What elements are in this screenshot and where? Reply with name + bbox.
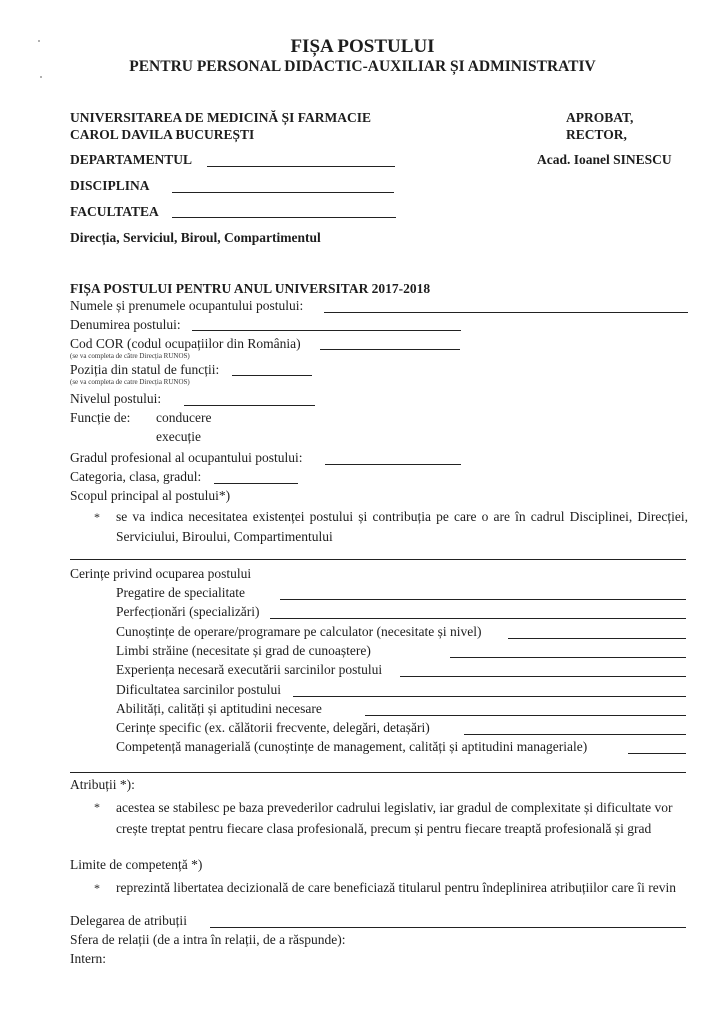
requirement-field[interactable] <box>280 599 686 600</box>
post-name-label: Denumirea postului: <box>70 317 181 332</box>
position-label: Poziția din statul de funcții: <box>70 362 220 377</box>
requirement-item: Cerințe specific (ex. călătorii frecvente, delegări, detașări) <box>116 720 430 735</box>
requirement-field[interactable] <box>293 696 686 697</box>
requirement-item: Competență managerială (cunoștințe de management, calități și aptitudini manageriale) <box>116 739 588 754</box>
requirement-item: Dificultatea sarcinilor postului <box>116 682 281 697</box>
requirement-field[interactable] <box>508 638 686 639</box>
rector-label: RECTOR, <box>566 127 627 142</box>
requirement-item: Experiența necesară executării sarcinilor postului <box>116 662 383 677</box>
post-name-field[interactable] <box>192 330 461 331</box>
university-name-line2: CAROL DAVILA BUCUREȘTI <box>70 127 255 142</box>
requirement-field[interactable] <box>270 618 686 619</box>
document-title: FIȘA POSTULUI <box>290 36 435 57</box>
requirement-field[interactable] <box>365 715 686 716</box>
requirement-item: Abilități, calități și aptitudini necesare <box>116 701 322 716</box>
university-name-line1: UNIVERSITAREA DE MEDICINĂ ȘI FARMACIE <box>70 110 372 125</box>
bullet-marker: * <box>94 800 100 814</box>
requirement-item: Pregatire de specialitate <box>116 585 245 600</box>
competence-limits-heading: Limite de competență *) <box>70 857 203 872</box>
requirement-item: Cunoștințe de operare/programare pe calculator (necesitate și nivel) <box>116 624 482 639</box>
level-field[interactable] <box>184 405 315 406</box>
professional-grade-field[interactable] <box>325 464 461 465</box>
requirements-extra-field[interactable] <box>70 772 686 773</box>
discipline-label: DISCIPLINA <box>70 178 150 193</box>
requirement-field[interactable] <box>464 734 686 735</box>
requirements-heading: Cerințe privind ocuparea postului <box>70 566 252 581</box>
requirement-field[interactable] <box>628 753 686 754</box>
rector-name: Acad. Ioanel SINESCU <box>537 152 672 167</box>
internal-label: Intern: <box>70 951 106 966</box>
professional-grade-label: Gradul profesional al ocupantului postului: <box>70 450 303 465</box>
requirement-item: Limbi străine (necesitate și grad de cunoaștere) <box>116 643 371 658</box>
duties-heading: Atribuții *): <box>70 777 135 792</box>
cor-code-field[interactable] <box>320 349 460 350</box>
scan-speck <box>40 76 42 78</box>
cor-code-label: Cod COR (codul ocupațiilor din România) <box>70 336 301 351</box>
bullet-marker: * <box>94 510 100 524</box>
occupant-name-field[interactable] <box>324 312 688 313</box>
main-purpose-label: Scopul principal al postului*) <box>70 488 231 503</box>
category-label: Categoria, clasa, gradul: <box>70 469 202 484</box>
function-execution-option[interactable]: execuție <box>156 429 201 444</box>
level-label: Nivelul postului: <box>70 391 162 406</box>
cor-code-note: (se va completa de către Direcția RUNOS) <box>70 352 190 360</box>
delegation-label: Delegarea de atribuții <box>70 913 187 928</box>
document-subtitle: PENTRU PERSONAL DIDACTIC-AUXILIAR ȘI ADMINISTRATIV <box>129 58 596 75</box>
direction-label: Direcția, Serviciul, Biroul, Compartimentul <box>70 230 321 245</box>
discipline-field[interactable] <box>172 192 394 193</box>
main-purpose-field[interactable] <box>70 559 686 560</box>
position-field[interactable] <box>232 375 312 376</box>
function-label: Funcție de: <box>70 410 131 425</box>
function-management-option[interactable]: conducere <box>156 410 212 425</box>
occupant-name-label: Numele și prenumele ocupantului postului: <box>70 298 304 313</box>
position-note: (se va completa de catre Direcția RUNOS) <box>70 378 190 386</box>
faculty-label: FACULTATEA <box>70 204 159 219</box>
requirement-field[interactable] <box>400 676 686 677</box>
requirement-item: Perfecționări (specializări) <box>116 604 260 619</box>
competence-limits-note: reprezintă libertatea decizională de care beneficiază titularul pentru îndeplinirea atribuțiilor care îi revin <box>116 880 676 895</box>
relations-label: Sfera de relații (de a intra în relații, de a răspunde): <box>70 932 346 947</box>
main-purpose-note: se va indica necesitatea existenței postului și contribuția pe care o are în cadrul Disciplinei, Direcției, Serviciului, Biroului, Compartimentului <box>116 509 688 544</box>
bullet-marker: * <box>94 881 100 895</box>
requirement-field[interactable] <box>450 657 686 658</box>
department-label: DEPARTAMENTUL <box>70 152 193 167</box>
approved-label: APROBAT, <box>566 110 634 125</box>
category-field[interactable] <box>214 483 298 484</box>
section-title: FIȘA POSTULUI PENTRU ANUL UNIVERSITAR 2017-2018 <box>70 281 431 296</box>
department-field[interactable] <box>207 166 395 167</box>
delegation-field[interactable] <box>210 927 686 928</box>
faculty-field[interactable] <box>172 217 396 218</box>
duties-note: acestea se stabilesc pe baza prevederilor cadrului legislativ, iar gradul de complexitate și dificultate vor crește treptat pentru fiecare clasa profesională, precum și pentru fiecare treaptă profesională și grad <box>116 800 673 836</box>
